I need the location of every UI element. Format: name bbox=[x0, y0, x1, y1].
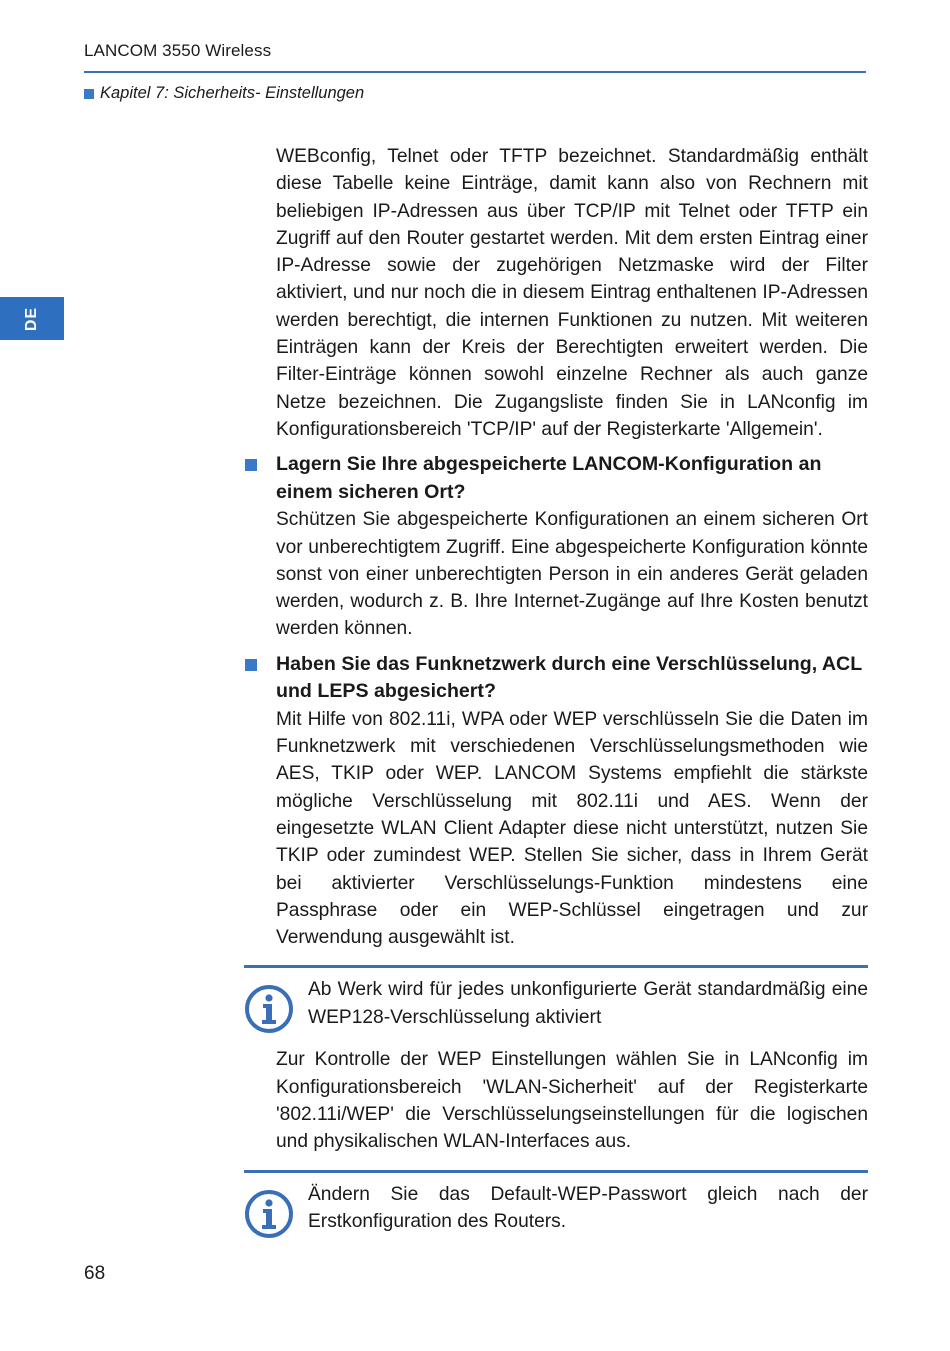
chapter-title: Kapitel 7: Sicherheits- Einstellungen bbox=[100, 84, 365, 102]
bullet-heading-2 bbox=[276, 651, 868, 706]
info-note-1-text: Ab Werk wird für jedes unkonfigurierte Gerät standardmäßig eine WEP128-Verschlüsselung aktiviert bbox=[308, 979, 868, 1028]
info-note-2-text: Ändern Sie das Default-WEP-Passwort gleich nach der Erstkonfiguration des Routers. bbox=[308, 1183, 868, 1232]
wep-settings-paragraph: Zur Kontrolle der WEP Einstellungen wählen Sie in LANconfig im Konfigurationsbereich 'WLAN-Sicherheit' auf der Registerkarte '802.11i/WEP' die Verschlüsselungseinstellungen für die logischen und physikalischen WLAN-Interfaces aus. bbox=[276, 1049, 868, 1153]
bullet-heading-1 bbox=[276, 451, 868, 506]
header-divider bbox=[84, 71, 866, 73]
square-bullet-icon bbox=[245, 459, 257, 471]
square-bullet-icon bbox=[84, 89, 94, 99]
bullet-1-paragraph: Schützen Sie abgespeicherte Konfigurationen an einem sicheren Ort vor unberechtigtem Zugriff. Eine abgespeicherte Konfiguration könnte sonst von einer unberechtigten Person in ein anderes Gerät geladen werden, wodurch z. B. Ihre Internet-Zugänge auf Ihre Kosten benutzt werden können. bbox=[276, 509, 868, 640]
intro-paragraph: WEBconfig, Telnet oder TFTP bezeichnet. Standardmäßig enthält diese Tabelle keine Einträge, damit kann also von Rechnern mit beliebigen IP-Adressen aus über TCP/IP mit Telnet oder TFTP ein Zugriff auf den Router gestartet werden. Mit dem ersten Eintrag einer IP-Adresse sowie der zugehörigen Netzmaske wird der Filter aktiviert, und nur noch die in diesem Eintrag enthaltenen IP-Adressen werden berechtigt, die internen Funktionen zu nutzen. Mit weiteren Einträgen kann der Kreis der Berechtigten erweitert werden. Die Filter-Einträge können sowohl einzelne Rechner als auch ganze Netze bezeichnen. Die Zugangsliste finden Sie in LANconfig im Konfigurationsbereich 'TCP/IP' auf der Registerkarte 'Allgemein'. bbox=[276, 146, 868, 440]
bullet-2-paragraph: Mit Hilfe von 802.11i, WPA oder WEP verschlüsseln Sie die Daten im Funknetzwerk mit verschiedenen Verschlüsselungsmethoden wie AES, TKIP oder WEP. LANCOM Systems empfiehlt die stärkste mögliche Verschlüsselung mit 802.11i und AES. Wenn der eingesetzte WLAN Client Adapter diese nicht unterstützt, nutzen Sie TKIP oder zumindest WEP. Stellen Sie sicher, dass in Ihrem Gerät bei aktivierter Verschlüsselungs-Funktion mindestens eine Passphrase oder ein WEP-Schlüssel eingetragen und zur Verwendung ausgewählt ist. bbox=[276, 708, 868, 949]
info-note-2 bbox=[244, 1170, 868, 1251]
bullet-heading-2-text: Haben Sie das Funknetzwerk durch eine Verschlüsselung, ACL und LEPS abgesichert? bbox=[276, 652, 862, 703]
page-number: 68 bbox=[84, 1263, 106, 1284]
language-tab bbox=[0, 297, 64, 340]
info-icon bbox=[244, 984, 294, 1034]
main-content bbox=[276, 143, 868, 1251]
chapter-heading bbox=[84, 84, 364, 103]
bullet-heading-1-text: Lagern Sie Ihre abgespeicherte LANCOM-Konfiguration an einem sicheren Ort? bbox=[276, 453, 822, 503]
square-bullet-icon bbox=[245, 659, 257, 671]
info-icon bbox=[244, 1189, 294, 1239]
info-note-1 bbox=[244, 965, 868, 1046]
language-tab-label: DE bbox=[22, 306, 40, 331]
running-header-title: LANCOM 3550 Wireless bbox=[84, 41, 272, 60]
